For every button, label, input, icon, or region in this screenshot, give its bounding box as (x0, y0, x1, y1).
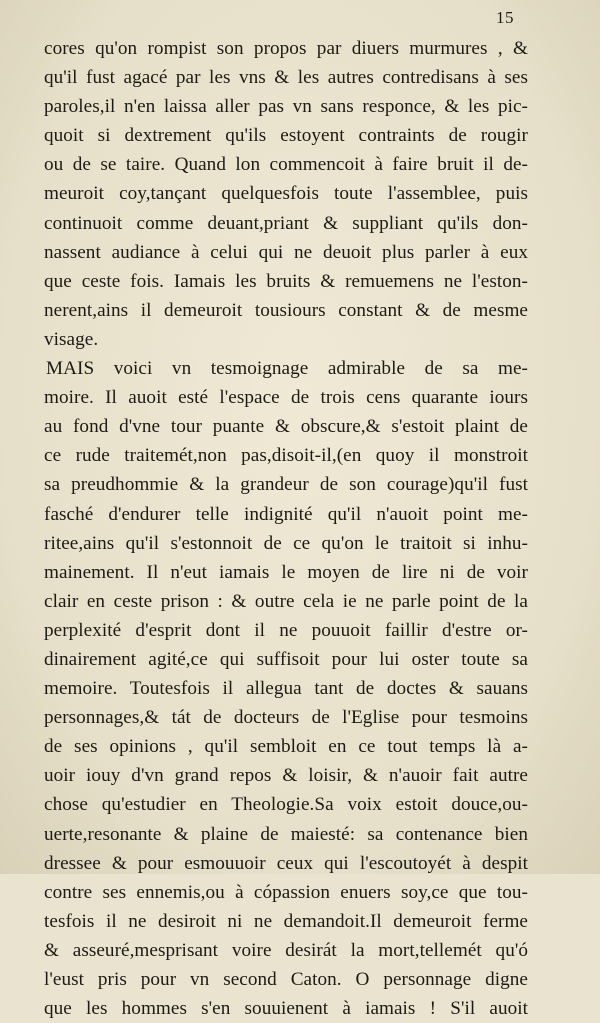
text-line: fasché d'endurer telle indignité qu'il n'auoit point me- (44, 503, 528, 525)
text-line: paroles,il n'en laissa aller pas vn sans responce, & les pic- (44, 96, 528, 118)
text-line: meuroit coy,tançant quelquesfois toute l'assemblee, puis (44, 183, 528, 205)
text-line: que les hommes s'en souuienent à iamais ! S'il auoit (44, 998, 528, 1020)
text-line: clair en ceste prison : & outre cela ie ne parle point de la (44, 590, 528, 612)
text-line: uoir iouy d'vn grand repos & loisir, & n'auoir fait autre (44, 765, 528, 787)
text-line: quoit si dextrement qu'ils estoyent contraints de rougir (44, 125, 528, 147)
text-line: MAIS voici vn tesmoignage admirable de sa me- (46, 358, 528, 380)
text-line: moire. Il auoit esté l'espace de trois cens quarante iours (44, 387, 528, 409)
text-line: que ceste fois. Iamais les bruits & remuemens ne l'eston- (44, 270, 528, 292)
text-line: cores qu'on rompist son propos par diuers murmures , & (44, 38, 528, 59)
text-line: l'eust pris pour vn second Caton. O personnage digne (44, 969, 528, 990)
text-line: dressee & pour esmouuoir ceux qui l'escoutoyét à despit (44, 852, 528, 874)
text-line: & asseuré,mesprisant voire desirát la mort,tellemét qu'ó (44, 939, 528, 961)
text-line: qu'il fust agacé par les vns & les autres contredisans à ses (44, 67, 528, 89)
text-line: uerte,resonante & plaine de maiesté: sa contenance bien (44, 823, 528, 845)
page-number: 15 (496, 8, 514, 27)
text-line: nerent,ains il demeuroit tousiours constant & de mesme (44, 299, 528, 321)
text-line: dinairement agité,ce qui suffisoit pour lui oster toute sa (44, 648, 528, 670)
text-line: perplexité d'esprit dont il ne pouuoit faillir d'estre or- (44, 619, 528, 641)
text-line: ou de se taire. Quand lon commencoit à faire bruit il de- (44, 154, 528, 176)
text-line: continuoit comme deuant,priant & suppliant qu'ils don- (44, 212, 528, 234)
text-line: au fond d'vne tour puante & obscure,& s'estoit plaint de (44, 416, 528, 438)
body-text (44, 34, 528, 1023)
text-line: sa preudhommie & la grandeur de son courage)qu'il fust (44, 474, 528, 496)
text-line: de ses opinions , qu'il sembloit en ce tout temps là a- (44, 736, 528, 758)
text-line: nassent audiance à celui qui ne deuoit plus parler à eux (44, 241, 528, 263)
text-line: visage. (44, 328, 99, 350)
text-line: chose qu'estudier en Theologie.Sa voix estoit douce,ou- (44, 794, 528, 816)
text-line: ritee,ains qu'il s'estonnoit de ce qu'on le traitoit si inhu- (44, 532, 528, 554)
text-line: mainement. Il n'eut iamais le moyen de lire ni de voir (44, 561, 528, 583)
text-line: tesfois il ne desiroit ni ne demandoit.Il demeuroit ferme (44, 910, 528, 932)
text-line: contre ses ennemis,ou à cópassion enuers soy,ce que tou- (44, 881, 528, 903)
text-line: personnages,& tát de docteurs de l'Eglise pour tesmoins (44, 707, 528, 729)
text-line: ce rude traitemét,non pas,disoit-il,(en quoy il monstroit (44, 445, 528, 467)
text-line: memoire. Toutesfois il allegua tant de doctes & sauans (44, 678, 528, 700)
